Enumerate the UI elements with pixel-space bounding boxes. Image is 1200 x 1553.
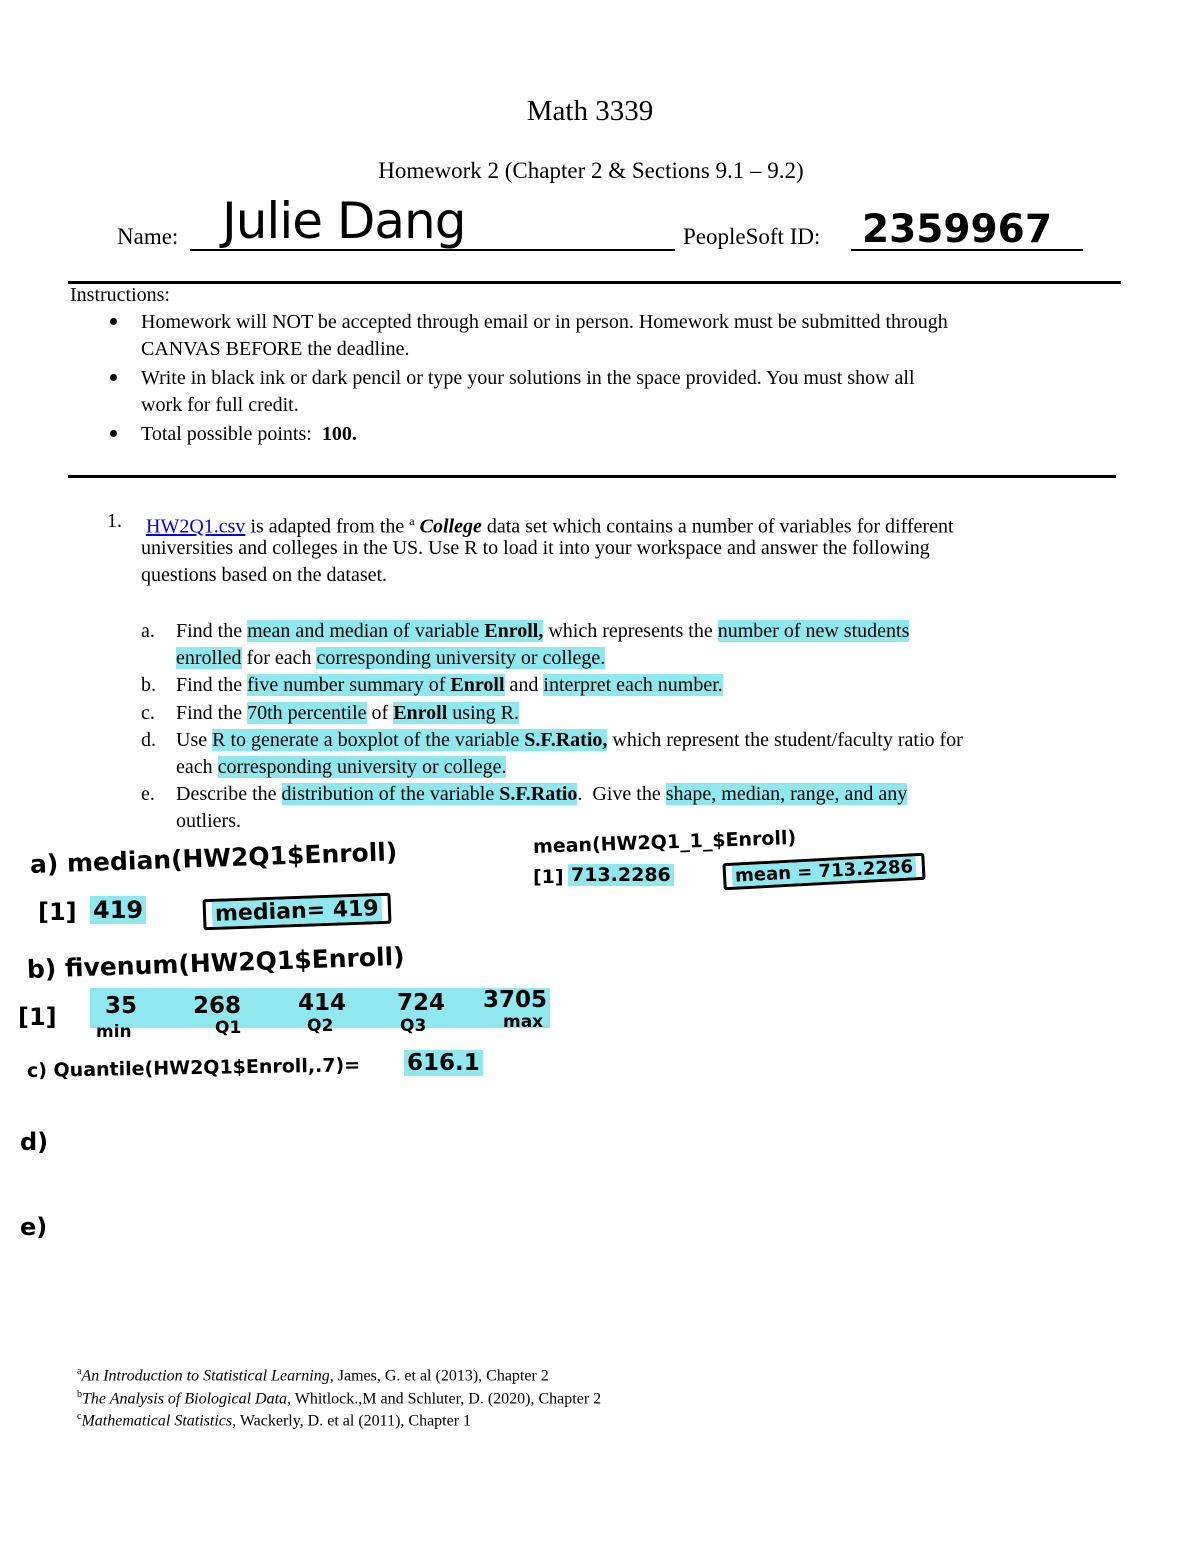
answer-c-command: c) Quantile(HW2Q1$Enroll,.7)=: [26, 1054, 361, 1082]
question-line3: questions based on the dataset.: [141, 564, 388, 586]
answer-mean-box: mean = 713.2286: [722, 853, 925, 891]
part-e-letter: e.: [141, 783, 155, 805]
footnote-a: $^a$An Introduction to Statistical Learning, James, G. et al (2013), Chapter 2: [77, 1366, 549, 1385]
instructions-divider: [68, 475, 1116, 478]
instruction-2-line2: work for full credit.: [141, 394, 299, 416]
answer-c-value: 616.1: [404, 1050, 483, 1076]
answer-a-median-box: median= 419: [203, 893, 392, 931]
answer-b-command: b) fivenum(HW2Q1$Enroll): [26, 941, 406, 984]
answer-mean-output-prefix: [1]: [533, 866, 564, 888]
peoplesoft-id-value: 2359967: [862, 207, 1052, 252]
answer-a-output: 419: [90, 896, 146, 924]
bullet-icon: [110, 430, 117, 437]
part-e-line2: outliers.: [176, 810, 241, 832]
part-b-letter: b.: [141, 674, 156, 696]
fivenum-value: 3705: [483, 987, 548, 1013]
instruction-3: Total possible points: 100.: [141, 423, 357, 445]
answer-a-output-prefix: [1]: [38, 898, 77, 926]
answer-b-prefix: [1]: [18, 1003, 57, 1031]
fivenum-value: 724: [397, 990, 446, 1016]
homework-title: Homework 2 (Chapter 2 & Sections 9.1 – 9.2): [378, 158, 804, 183]
fivenum-value: 35: [105, 993, 138, 1019]
part-a-line1: Find the mean and median of variable Enroll, which represents the number of new students: [176, 620, 910, 642]
fivenum-label: min: [96, 1022, 132, 1042]
fivenum-label: Q2: [307, 1016, 334, 1036]
course-title: Math 3339: [526, 95, 654, 127]
question-line1: HW2Q1.csv is adapted from the $^a$ College data set which contains a number of variables for different: [146, 514, 954, 538]
part-d-line1: Use R to generate a boxplot of the variable S.F.Ratio, which represent the student/faculty ratio for: [176, 729, 963, 751]
part-c-line1: Find the 70th percentile of Enroll using R.: [176, 702, 519, 724]
part-e-line1: Describe the distribution of the variable S.F.Ratio. Give the shape, median, range, and any: [176, 783, 908, 805]
part-c-letter: c.: [141, 702, 155, 724]
answer-a-command: a) median(HW2Q1$Enroll): [29, 837, 398, 879]
part-d-line2: each corresponding university or college.: [176, 756, 507, 778]
part-d-letter: d.: [141, 729, 156, 751]
dataset-link[interactable]: HW2Q1.csv: [146, 515, 246, 538]
answer-mean-output: 713.2286: [568, 864, 674, 886]
bullet-icon: [110, 318, 117, 325]
instruction-2-line1: Write in black ink or dark pencil or type your solutions in the space provided. You must show all: [141, 367, 915, 389]
question-line2: universities and colleges in the US. Use R to load it into your workspace and answer the following: [141, 537, 930, 559]
question-number: 1.: [107, 510, 122, 532]
name-signature: Julie Dang: [222, 192, 466, 250]
instructions-heading: Instructions:: [70, 284, 170, 306]
fivenum-label: Q1: [215, 1018, 242, 1038]
fivenum-value: 268: [193, 993, 242, 1019]
fivenum-label: Q3: [400, 1016, 427, 1036]
peoplesoft-id-label: PeopleSoft ID:: [683, 224, 821, 249]
footnote-b: $^b$The Analysis of Biological Data, Whitlock.,M and Schluter, D. (2020), Chapter 2: [77, 1389, 602, 1408]
name-label: Name:: [117, 224, 179, 249]
instruction-1-line2: CANVAS BEFORE the deadline.: [141, 338, 410, 360]
answer-d-label: d): [20, 1128, 49, 1156]
bullet-icon: [110, 374, 117, 381]
header-divider: [68, 281, 1121, 284]
fivenum-label: max: [503, 1012, 544, 1032]
footnote-c: $^c$Mathematical Statistics, Wackerly, D. et al (2011), Chapter 1: [77, 1411, 472, 1430]
part-a-letter: a.: [141, 620, 155, 642]
fivenum-value: 414: [298, 990, 347, 1016]
answer-e-label: e): [20, 1213, 48, 1241]
part-b-line1: Find the five number summary of Enroll and interpret each number.: [176, 674, 723, 696]
part-a-line2: enrolled for each corresponding university or college.: [176, 647, 606, 669]
answer-mean-command: mean(HW2Q1_1_$Enroll): [532, 826, 797, 858]
instruction-1-line1: Homework will NOT be accepted through email or in person. Homework must be submitted through: [141, 311, 948, 333]
